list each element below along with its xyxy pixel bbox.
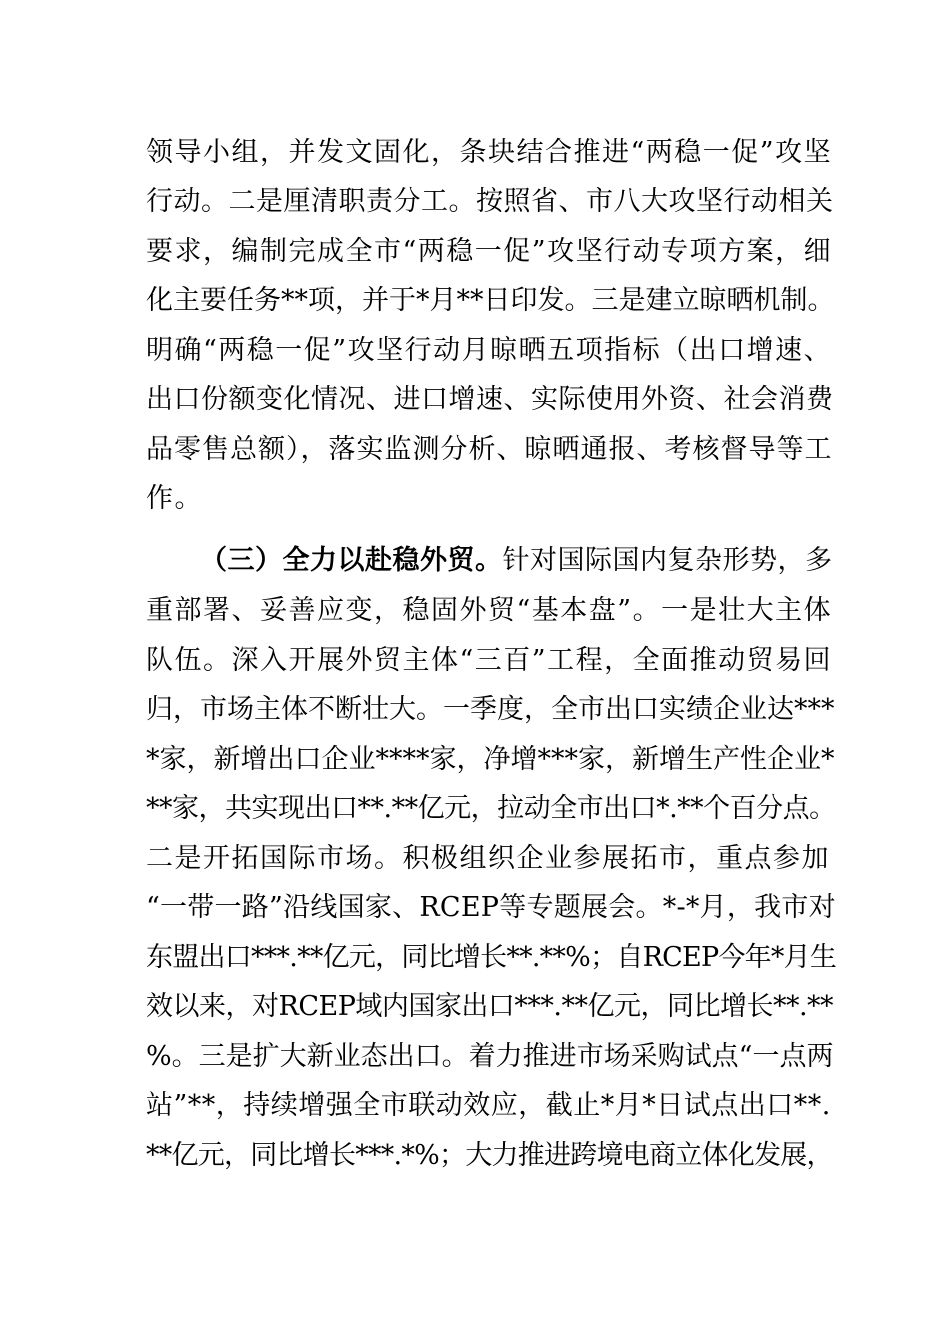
paragraph-line: 品零售总额），落实监测分析、晾晒通报、考核督导等工 xyxy=(146,434,833,465)
section-first-line xyxy=(200,541,836,581)
paragraph-line: 重部署、妥善应变，稳固外贸“基本盘”。一是壮大主体 xyxy=(146,595,833,626)
paragraph-line: 站”**，持续增强全市联动效应，截止*月*日试点出口**. xyxy=(146,1090,831,1121)
paragraph-line: 效以来，对RCEP域内国家出口***.**亿元，同比增长**.** xyxy=(146,991,834,1022)
paragraph-line: 明确“两稳一促”攻坚行动月晾晒五项指标（出口增速、 xyxy=(146,335,833,366)
paragraph-line: 化主要任务**项，并于*月**日印发。三是建立晾晒机制。 xyxy=(146,285,835,316)
paragraph-line: **亿元，同比增长***.*%；大力推进跨境电商立体化发展， xyxy=(146,1140,833,1171)
paragraph-line: 东盟出口***.**亿元，同比增长**.**%；自RCEP今年*月生 xyxy=(146,942,837,973)
paragraph-line: 领导小组，并发文固化，条块结合推进“两稳一促”攻坚 xyxy=(146,137,833,168)
paragraph-line: 出口份额变化情况、进口增速、实际使用外资、社会消费 xyxy=(146,384,834,415)
paragraph-line: 作。 xyxy=(146,483,203,514)
paragraph-line: 二是开拓国际市场。积极组织企业参展拓市，重点参加 xyxy=(146,843,830,874)
paragraph-line: 队伍。深入开展外贸主体“三百”工程，全面推动贸易回 xyxy=(146,645,833,676)
section-first-line-text: 针对国际国内复杂形势，多 xyxy=(502,545,833,576)
paragraph-line: “一带一路”沿线国家、RCEP等专题展会。*-*月，我市对 xyxy=(146,892,836,923)
paragraph-line: 归，市场主体不断壮大。一季度，全市出口实绩企业达*** xyxy=(146,694,835,725)
paragraph-line: *家，新增出口企业****家，净增***家，新增生产性企业* xyxy=(146,744,835,775)
paragraph-line: 要求，编制完成全市“两稳一促”攻坚行动专项方案，细 xyxy=(146,236,833,267)
paragraph-line: 行动。二是厘清职责分工。按照省、市八大攻坚行动相关 xyxy=(146,186,834,217)
section-heading: （三）全力以赴稳外贸。 xyxy=(200,545,503,576)
paragraph-line: **家，共实现出口**.**亿元，拉动全市出口*.**个百分点。 xyxy=(146,793,836,824)
paragraph-line: %。三是扩大新业态出口。着力推进市场采购试点“一点两 xyxy=(146,1041,834,1072)
